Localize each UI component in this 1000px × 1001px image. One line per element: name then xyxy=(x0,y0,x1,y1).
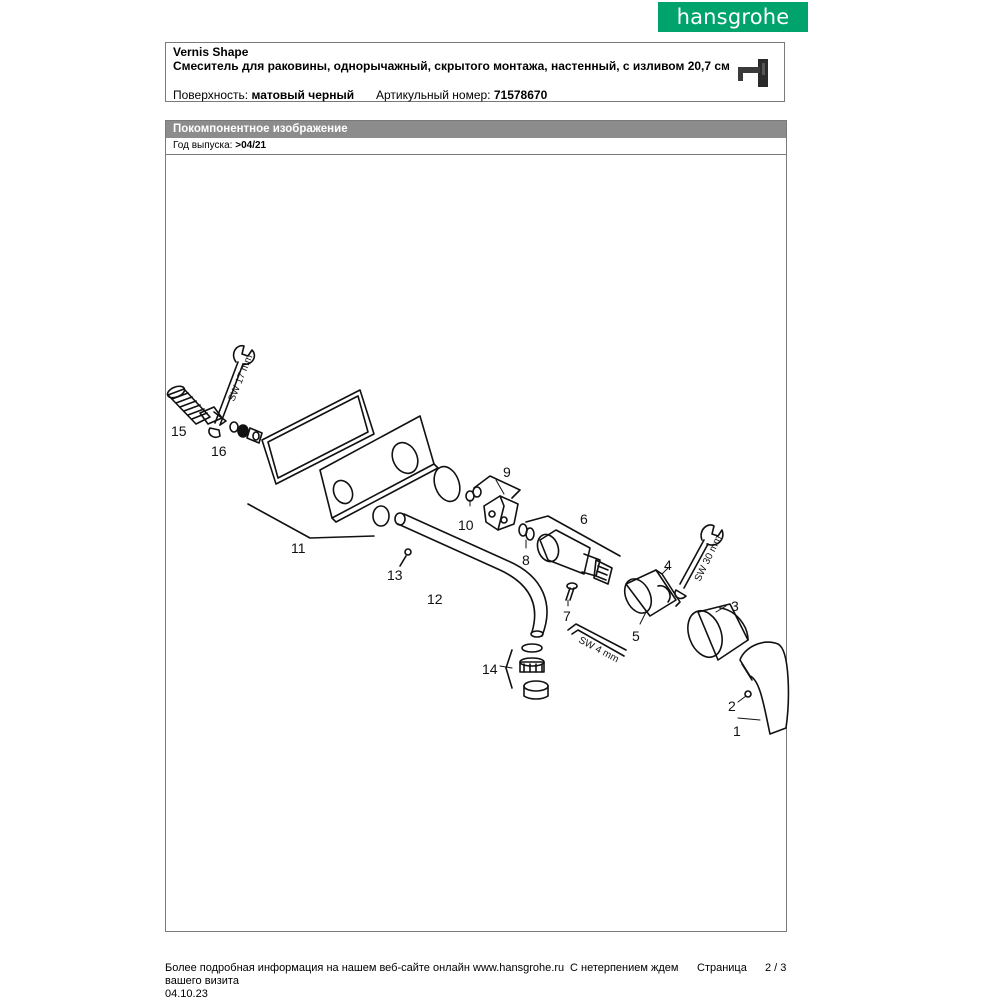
part-number-2: 2 xyxy=(728,698,736,714)
part-9-piece xyxy=(484,496,518,530)
article-label: Артикульный номер: xyxy=(376,88,491,102)
part-number-3: 3 xyxy=(731,598,739,614)
leader-lines xyxy=(470,480,760,720)
part-number-12: 12 xyxy=(427,591,443,607)
year-value: >04/21 xyxy=(235,140,267,151)
part-8-seals xyxy=(519,524,534,540)
part-16-fittings xyxy=(230,422,262,443)
part-13-screw xyxy=(405,549,411,555)
footer-url-link[interactable]: www.hansgrohe.ru xyxy=(473,962,565,974)
part-number-8: 8 xyxy=(522,552,530,568)
page-footer xyxy=(165,962,805,1001)
article-value: 71578670 xyxy=(493,88,548,102)
part-11-bracket xyxy=(248,504,374,538)
section-title: Покомпонентное изображение xyxy=(166,121,786,138)
hansgrohe-logo: hansgrohe xyxy=(658,2,808,32)
part-number-7: 7 xyxy=(563,608,571,624)
surface-value: матовый черный xyxy=(251,88,355,102)
product-description: Смеситель для раковины, однорычажный, скрытого монтажа, настенный, с изливом 20,7 см xyxy=(173,59,730,73)
tool-label-sw30: SW 30 mm xyxy=(692,534,725,584)
o-ring-spout xyxy=(373,506,389,526)
part-number-5: 5 xyxy=(632,628,640,644)
part-number-10: 10 xyxy=(458,517,474,533)
part-number-1: 1 xyxy=(733,723,741,739)
footer-page-value: 2 / 3 xyxy=(765,962,787,974)
surface-label: Поверхность: xyxy=(173,88,249,102)
year-label: Год выпуска: xyxy=(173,140,233,151)
footer-page-label: Страница xyxy=(697,962,747,974)
part-14-aerator xyxy=(520,644,548,699)
part-number-16: 16 xyxy=(211,443,227,459)
part-4-5-sleeve xyxy=(620,570,680,617)
part-number-6: 6 xyxy=(580,511,588,527)
tool-label-sw17: SW 17 mm xyxy=(226,353,256,404)
part-number-9: 9 xyxy=(503,464,511,480)
part-number-13: 13 xyxy=(387,567,403,583)
footer-info-text: Более подробная информация на нашем веб-сайте онлайн xyxy=(165,962,470,974)
part-11-gasket xyxy=(262,390,374,484)
part-1-lever xyxy=(740,642,788,734)
product-name: Vernis Shape xyxy=(173,45,249,59)
part-number-4: 4 xyxy=(664,557,672,573)
part-6-cartridge xyxy=(534,530,612,584)
footer-closing-text: С нетерпением ждем xyxy=(570,962,679,974)
tool-label-sw4: SW 4 mm xyxy=(576,634,621,666)
part-13-leader xyxy=(400,556,406,566)
part-number-14: 14 xyxy=(482,661,498,677)
part-14-bracket xyxy=(506,650,512,688)
footer-closing-text-2: вашего визита xyxy=(165,975,239,987)
part-number-11: 11 xyxy=(291,540,306,556)
footer-date: 04.10.23 xyxy=(165,988,208,1000)
part-number-15: 15 xyxy=(171,423,187,439)
part-7-screw xyxy=(566,583,577,600)
part-10-seals xyxy=(466,487,481,501)
